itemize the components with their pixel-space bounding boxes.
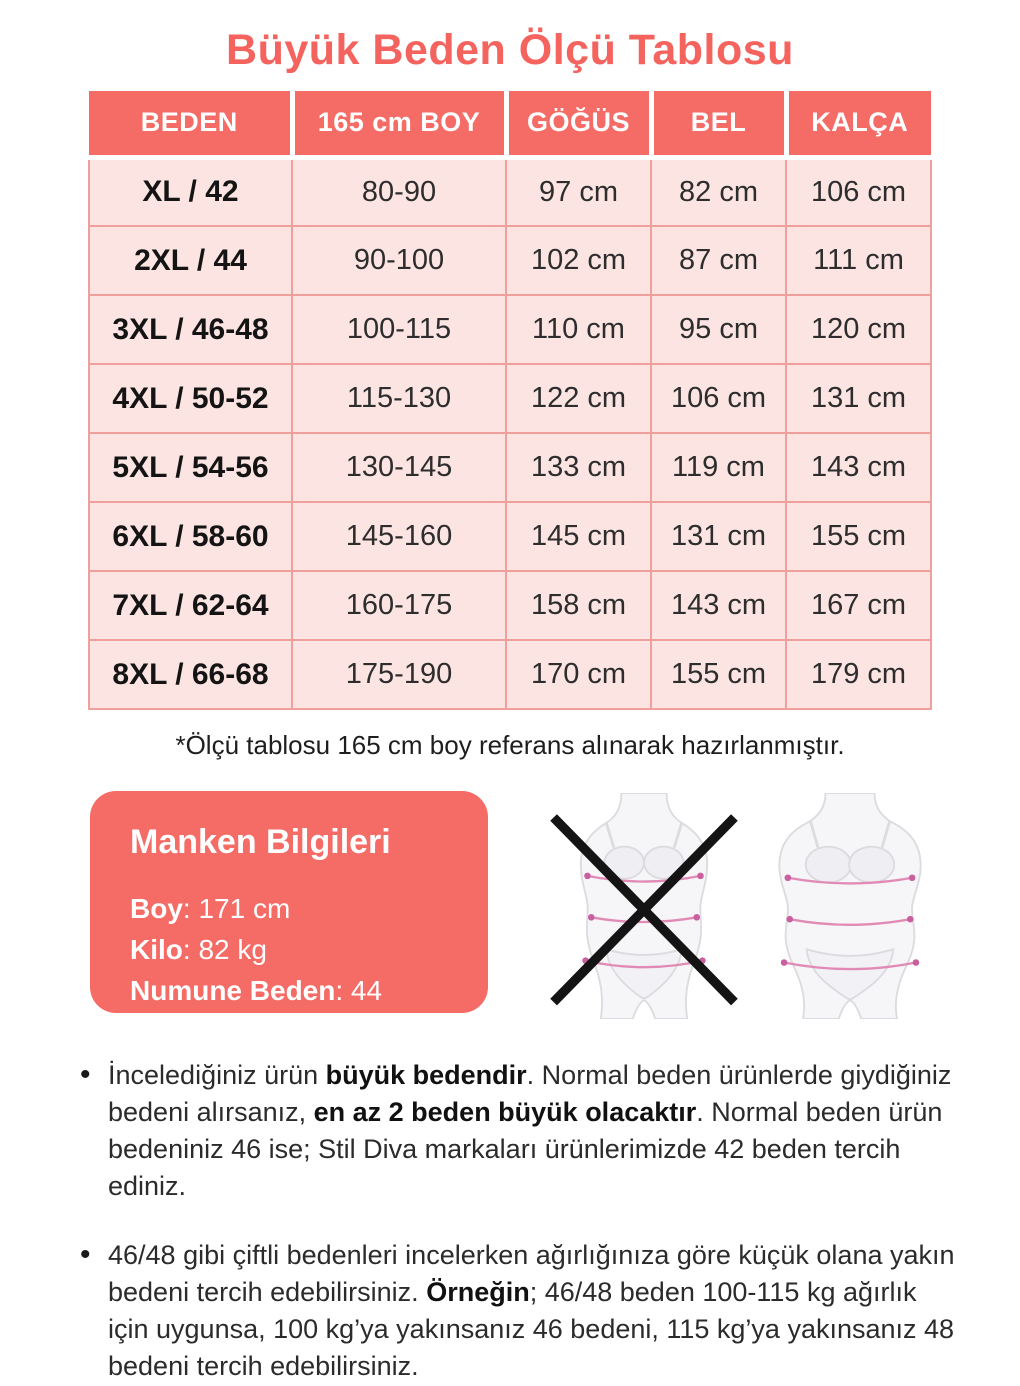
measurement-cell: 87 cm bbox=[651, 226, 786, 295]
model-info-section bbox=[90, 791, 1020, 1019]
measurement-cell: 131 cm bbox=[651, 502, 786, 571]
size-label-cell: 2XL / 44 bbox=[89, 226, 292, 295]
measurement-cell: 115-130 bbox=[292, 364, 506, 433]
size-label-cell: 8XL / 66-68 bbox=[89, 640, 292, 709]
note-item: • 46/48 gibi çiftli bedenleri incelerken ağırlığınıza göre küçük olana yakın bedeni tercih edebilirsiniz. Örneğin; 46/48 beden 100-115 kg ağırlık için uygunsa, 100 kg’ya yakınsanız 46 bedeni, 115 kg’ya yakınsanız 48 bedeni tercih edebilirsiniz. bbox=[78, 1237, 956, 1385]
table-footnote: *Ölçü tablosu 165 cm boy referans alınarak hazırlanmıştır. bbox=[175, 730, 845, 760]
measurement-cell: 145 cm bbox=[506, 502, 651, 571]
page-title: Büyük Beden Ölçü Tablosu bbox=[226, 26, 794, 74]
measurement-cell: 167 cm bbox=[786, 571, 931, 640]
model-info-line: Boy: 171 cm bbox=[130, 893, 291, 924]
measurement-cell: 133 cm bbox=[506, 433, 651, 502]
size-label-cell: XL / 42 bbox=[89, 157, 292, 226]
measurement-cell: 106 cm bbox=[651, 364, 786, 433]
measurement-cell: 82 cm bbox=[651, 157, 786, 226]
column-header: BEDEN bbox=[89, 91, 292, 157]
measurement-cell: 119 cm bbox=[651, 433, 786, 502]
measurement-cell: 95 cm bbox=[651, 295, 786, 364]
size-table-row bbox=[89, 364, 931, 433]
size-label-cell: 3XL / 46-48 bbox=[89, 295, 292, 364]
measurement-cell: 143 cm bbox=[786, 433, 931, 502]
plus-size-figure-icon bbox=[752, 793, 948, 1019]
notes-list bbox=[78, 1057, 956, 1385]
measurement-cell: 110 cm bbox=[506, 295, 651, 364]
size-label-cell: 4XL / 50-52 bbox=[89, 364, 292, 433]
measurement-cell: 111 cm bbox=[786, 226, 931, 295]
measurement-cell: 155 cm bbox=[786, 502, 931, 571]
measurement-cell: 145-160 bbox=[292, 502, 506, 571]
measurement-cell: 131 cm bbox=[786, 364, 931, 433]
model-info-list bbox=[130, 888, 468, 1011]
model-info-title: Manken Bilgileri bbox=[130, 823, 391, 861]
measurement-cell: 155 cm bbox=[651, 640, 786, 709]
size-table-header-row bbox=[89, 91, 931, 157]
model-info-card bbox=[90, 791, 488, 1013]
size-table-row bbox=[89, 295, 931, 364]
note-item: • İncelediğiniz ürün büyük bedendir. Normal beden ürünlerde giydiğiniz bedeni alırsanız, en az 2 beden büyük olacaktır. Normal beden ürün bedeniniz 46 ise; Stil Diva markaları ürünlerimizde 42 beden tercih ediniz. bbox=[78, 1057, 956, 1205]
size-table-row bbox=[89, 433, 931, 502]
size-table-row bbox=[89, 571, 931, 640]
body-figure-illustrations bbox=[546, 793, 948, 1019]
measurement-cell: 175-190 bbox=[292, 640, 506, 709]
measurement-cell: 143 cm bbox=[651, 571, 786, 640]
size-table bbox=[88, 91, 932, 710]
size-table-row bbox=[89, 502, 931, 571]
measurement-cell: 120 cm bbox=[786, 295, 931, 364]
measurement-cell: 102 cm bbox=[506, 226, 651, 295]
column-header: KALÇA bbox=[786, 91, 931, 157]
size-table-body bbox=[89, 157, 931, 709]
measurement-cell: 80-90 bbox=[292, 157, 506, 226]
size-table-row bbox=[89, 157, 931, 226]
measurement-cell: 90-100 bbox=[292, 226, 506, 295]
measurement-cell: 122 cm bbox=[506, 364, 651, 433]
measurement-cell: 100-115 bbox=[292, 295, 506, 364]
crossed-slim-figure-icon bbox=[546, 793, 742, 1019]
measurement-cell: 130-145 bbox=[292, 433, 506, 502]
size-table-row bbox=[89, 226, 931, 295]
size-label-cell: 5XL / 54-56 bbox=[89, 433, 292, 502]
size-table-row bbox=[89, 640, 931, 709]
column-header: GÖĞÜS bbox=[506, 91, 651, 157]
model-info-line: Kilo: 82 kg bbox=[130, 934, 267, 965]
measurement-cell: 160-175 bbox=[292, 571, 506, 640]
model-info-line: Numune Beden: 44 bbox=[130, 975, 383, 1006]
measurement-cell: 179 cm bbox=[786, 640, 931, 709]
size-label-cell: 6XL / 58-60 bbox=[89, 502, 292, 571]
column-header: 165 cm BOY bbox=[292, 91, 506, 157]
measurement-cell: 170 cm bbox=[506, 640, 651, 709]
measurement-cell: 106 cm bbox=[786, 157, 931, 226]
measurement-cell: 97 cm bbox=[506, 157, 651, 226]
column-header: BEL bbox=[651, 91, 786, 157]
measurement-cell: 158 cm bbox=[506, 571, 651, 640]
size-label-cell: 7XL / 62-64 bbox=[89, 571, 292, 640]
